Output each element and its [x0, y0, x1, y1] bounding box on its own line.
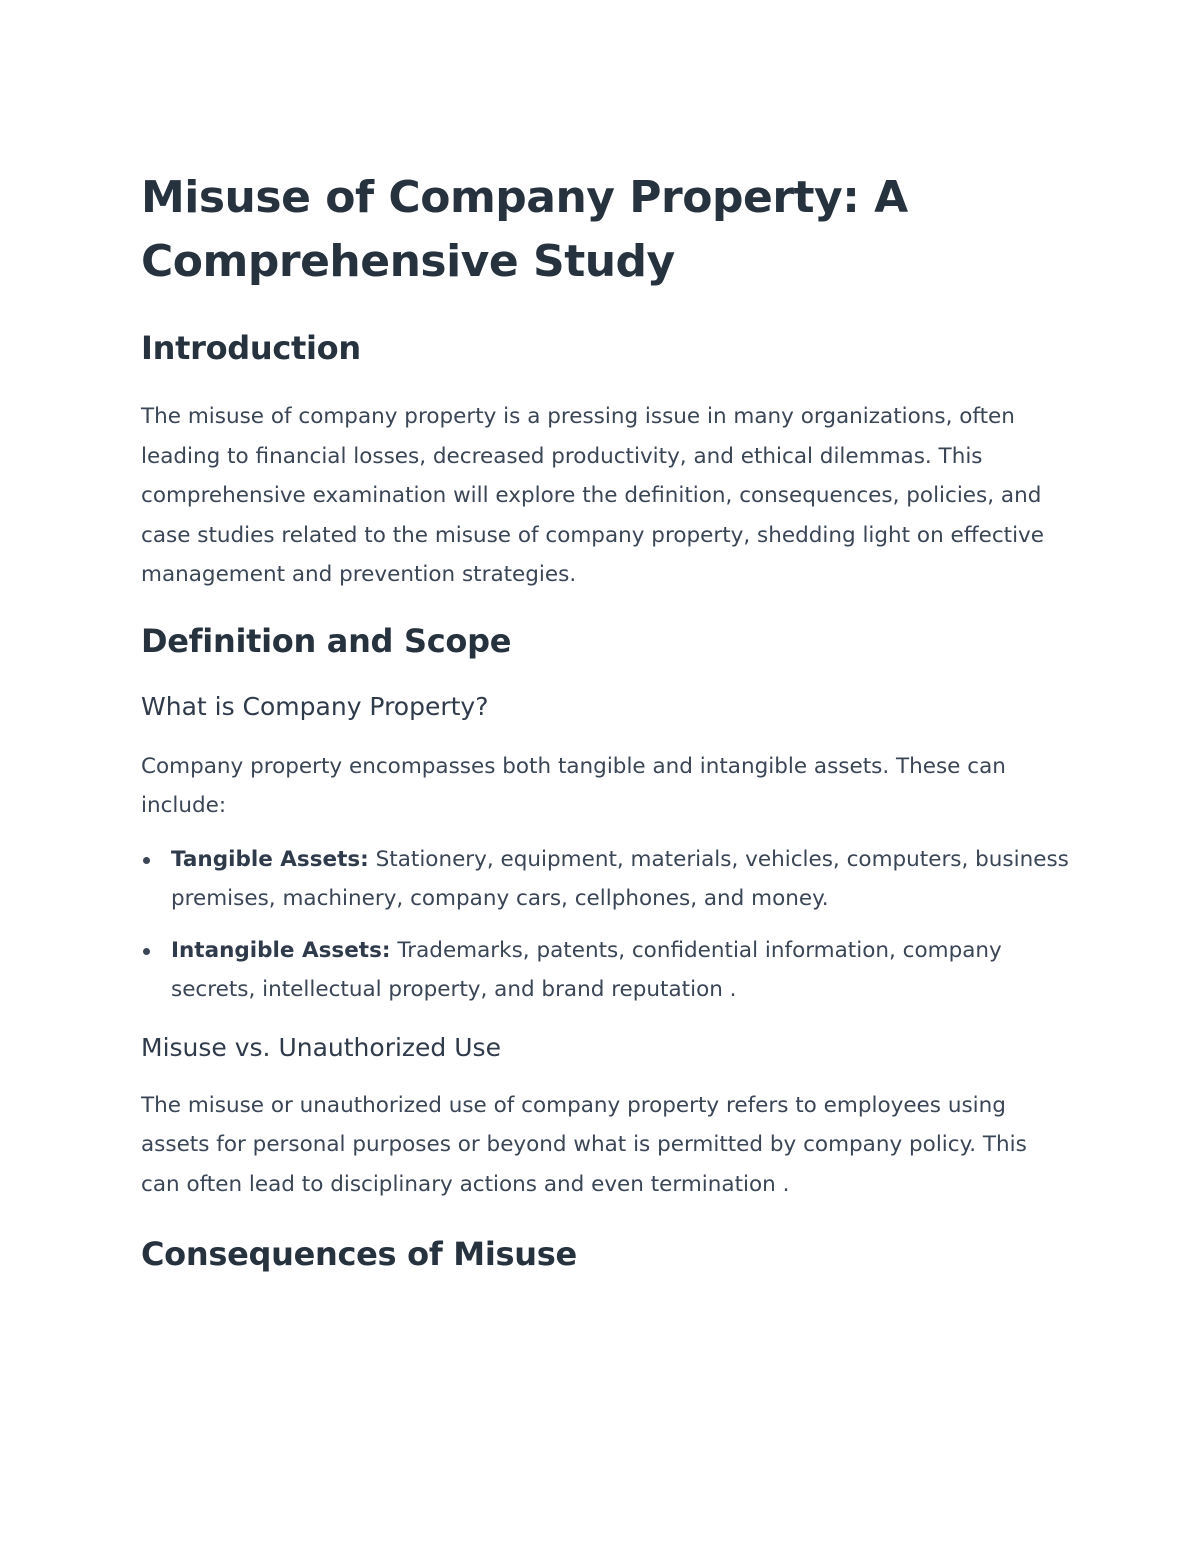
document-title: Misuse of Company Property: A Comprehensive Study [141, 172, 908, 287]
introduction-paragraph: The misuse of company property is a pressing issue in many organizations, often leading to financial losses, decreased productivity, and ethical dilemmas. This comprehensive examination will explore the definition, consequences, policies, and case studies related to the misuse of company property, shedding light on effective management and prevention strategies. [141, 404, 1044, 587]
bullet-icon [143, 857, 150, 864]
list-item-tangible-assets [141, 840, 1071, 919]
list-item-intangible-assets [141, 931, 1071, 1010]
introduction-heading: Introduction [141, 329, 361, 367]
misuse-vs-unauthorized-heading: Misuse vs. Unauthorized Use [141, 1032, 501, 1062]
list-item-text: Stationery, equipment, materials, vehicles, computers, business premises, machinery, company cars, cellphones, and money. [171, 846, 1069, 911]
what-is-company-property-heading: What is Company Property? [141, 691, 489, 721]
company-property-paragraph: Company property encompasses both tangible and intangible assets. These can include: [141, 753, 1006, 818]
definition-heading: Definition and Scope [141, 621, 512, 660]
bullet-icon [143, 948, 150, 955]
asset-list [141, 840, 1071, 1010]
document-page [141, 166, 1071, 1276]
list-item-text: Trademarks, patents, confidential information, company secrets, intellectual property, and brand reputation . [171, 937, 1002, 1002]
consequences-heading: Consequences of Misuse [141, 1235, 577, 1273]
list-item-term: Intangible Assets: [171, 937, 391, 963]
list-item-term: Tangible Assets: [171, 846, 369, 872]
misuse-vs-unauthorized-paragraph: The misuse or unauthorized use of company property refers to employees using assets for personal purposes or beyond what is permitted by company policy. This can often lead to disciplinary actions and even termination . [141, 1092, 1027, 1197]
